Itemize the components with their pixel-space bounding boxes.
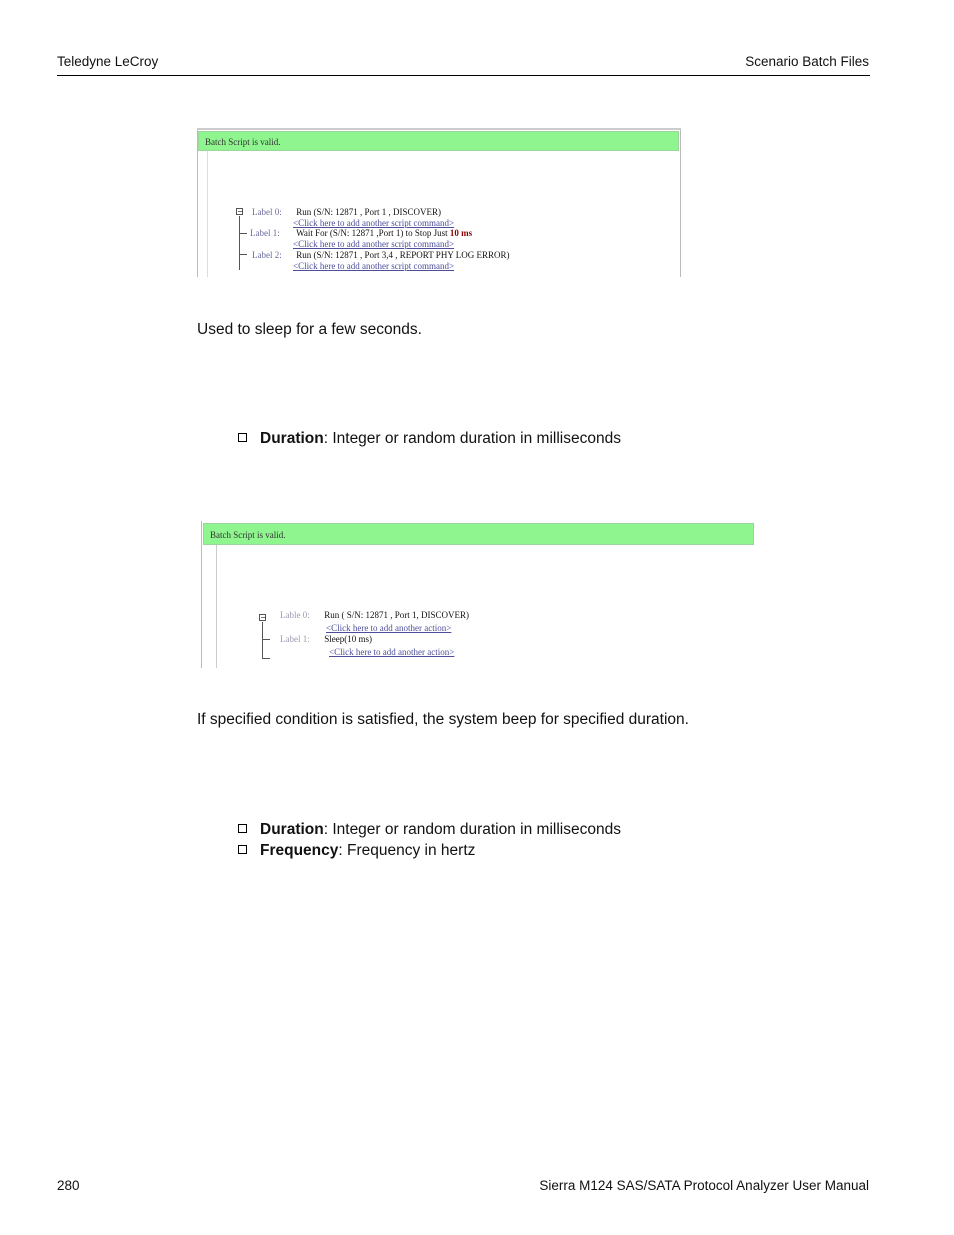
add-action-link[interactable]: <Click here to add another action> bbox=[326, 623, 452, 633]
header-left: Teledyne LeCroy bbox=[57, 54, 159, 69]
checkbox-bullet-icon bbox=[238, 433, 247, 442]
add-action-link[interactable]: <Click here to add another action> bbox=[329, 647, 455, 657]
script-row-2[interactable] bbox=[252, 250, 509, 260]
row-value: 10 ms bbox=[449, 228, 473, 238]
row-command: Run ( S/N: 12871 , Port 1, DISCOVER) bbox=[324, 610, 470, 620]
validation-status-text: Batch Script is valid. bbox=[205, 137, 281, 147]
checkbox-bullet-icon bbox=[238, 824, 247, 833]
beep-param-frequency: Frequency: Frequency in hertz bbox=[238, 842, 475, 860]
header-rule bbox=[57, 75, 870, 76]
row-label: Label 2: bbox=[252, 250, 282, 260]
add-command-link[interactable]: <Click here to add another script command> bbox=[293, 239, 455, 249]
row-command: Run (S/N: 12871 , Port 1 , DISCOVER) bbox=[296, 207, 442, 217]
script-row-0[interactable] bbox=[252, 207, 441, 217]
beep-description: If specified condition is satisfied, the system beep for specified duration. bbox=[197, 711, 689, 728]
collapse-icon[interactable]: − bbox=[260, 613, 267, 622]
row-command: Run (S/N: 12871 , Port 3,4 , REPORT PHY LOG ERROR) bbox=[296, 250, 510, 260]
sleep-param-duration: Duration: Integer or random duration in milliseconds bbox=[238, 430, 621, 448]
script-row-0[interactable] bbox=[280, 610, 469, 620]
row-label: Label 1: bbox=[280, 634, 310, 644]
row-label: Label 1: bbox=[250, 228, 280, 238]
row-label: Lable 0: bbox=[280, 610, 310, 620]
batch-script-screenshot-2 bbox=[201, 521, 756, 668]
checkbox-bullet-icon bbox=[238, 845, 247, 854]
row-label: Label 0: bbox=[252, 207, 282, 217]
beep-param-duration: Duration: Integer or random duration in milliseconds bbox=[238, 821, 621, 839]
add-command-link[interactable]: <Click here to add another script command> bbox=[293, 218, 455, 228]
script-row-1[interactable] bbox=[250, 228, 472, 238]
script-row-1[interactable] bbox=[280, 634, 372, 644]
validation-status-banner bbox=[198, 131, 679, 151]
validation-status-banner bbox=[203, 523, 754, 545]
validation-status-text: Batch Script is valid. bbox=[210, 530, 286, 540]
row-command: Wait For (S/N: 12871 ,Port 1) to Stop Just bbox=[296, 228, 448, 238]
row-command: Sleep(10 ms) bbox=[324, 634, 372, 644]
sleep-description: Used to sleep for a few seconds. bbox=[197, 321, 422, 338]
batch-script-screenshot-1 bbox=[197, 128, 681, 277]
page-number: 280 bbox=[57, 1178, 80, 1193]
header-right: Scenario Batch Files bbox=[745, 54, 869, 69]
collapse-icon[interactable]: − bbox=[237, 207, 244, 216]
add-command-link[interactable]: <Click here to add another script command> bbox=[293, 261, 455, 271]
footer-title: Sierra M124 SAS/SATA Protocol Analyzer User Manual bbox=[539, 1178, 869, 1193]
